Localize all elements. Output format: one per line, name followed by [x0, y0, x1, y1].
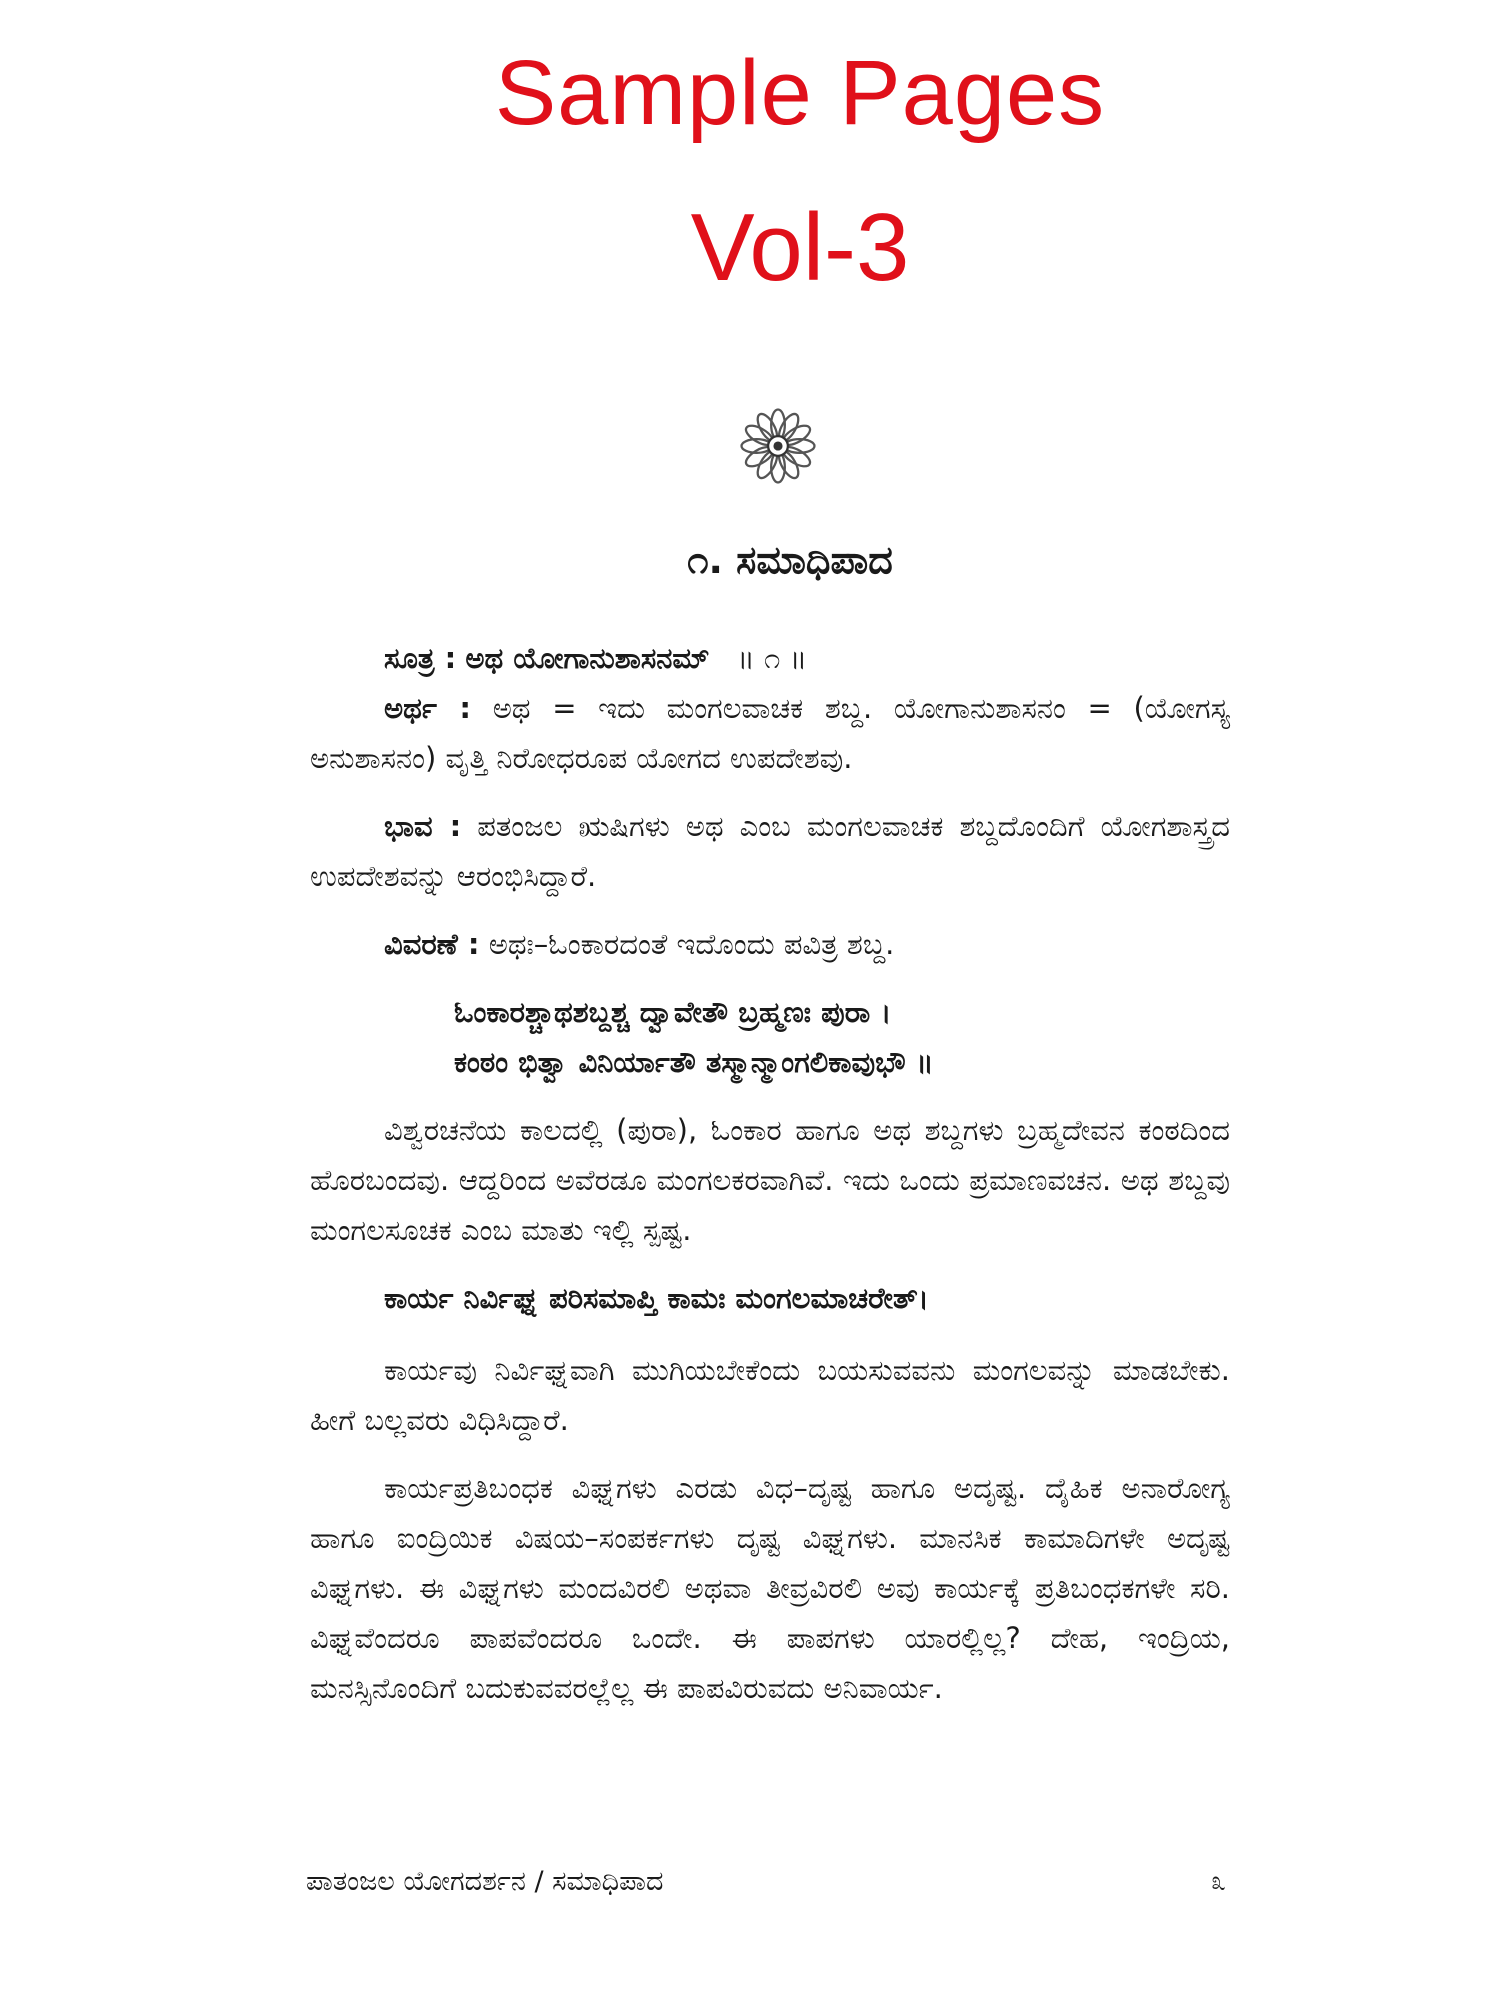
shloka-line: ಕಾರ್ಯ ನಿರ್ವಿಘ್ನ ಪರಿಸಮಾಪ್ತಿ ಕಾಮಃ ಮಂಗಲಮಾಚರೇತ್।	[384, 1281, 929, 1315]
artha-label: ಅರ್ಥ :	[384, 691, 472, 725]
artha-text: ಅಥ = ಇದು ಮಂಗಲವಾಚಕ ಶಬ್ದ. ಯೋಗಾನುಶಾಸನಂ = (ಯೋಗಸ್ಯ ಅನುಶಾಸನಂ) ವೃತ್ತಿ ನಿರೋಧರೂಪ ಯೋಗದ ಉಪದೇಶವು.	[310, 691, 1231, 775]
verse-line-2: ಕಂಠಂ ಭಿತ್ವಾ ವಿನಿರ್ಯಾತೌ ತಸ್ಮಾನ್ಮಾಂಗಲಿಕಾವುಭೌ ॥	[454, 1045, 934, 1079]
sutra-text: ಅಥ ಯೋಗಾನುಶಾಸನಮ್	[465, 641, 710, 675]
bhava-paragraph	[310, 801, 1230, 901]
sutra-line	[310, 633, 1230, 683]
verse-block	[310, 987, 1230, 1087]
verse-line-1: ಓಂಕಾರಶ್ಚಾಥಶಬ್ದಶ್ಚ ದ್ವಾವೇತೌ ಬ್ರಹ್ಮಣಃ ಪುರಾ ।	[454, 995, 892, 1029]
bhava-text: ಪತಂಜಲ ಋಷಿಗಳು ಅಥ ಎಂಬ ಮಂಗಲವಾಚಕ ಶಬ್ದದೊಂದಿಗೆ ಯೋಗಶಾಸ್ತ್ರದ ಉಪದೇಶವನ್ನು ಆರಂಭಿಸಿದ್ದಾರೆ.	[310, 809, 1231, 893]
book-page	[310, 520, 1230, 1731]
running-title: ಪಾತಂಜಲ ಯೋಗದರ್ಶನ / ಸಮಾಧಿಪಾದ	[306, 1866, 664, 1897]
page-footer	[306, 1862, 1226, 1902]
artha-paragraph	[310, 683, 1230, 783]
flower-ornament-icon	[740, 408, 816, 484]
vivarane-paragraph	[310, 919, 1230, 969]
banner-volume: Vol-3	[690, 194, 910, 301]
sutra-label: ಸೂತ್ರ :	[384, 641, 457, 675]
vivarane-label: ವಿವರಣೆ :	[384, 927, 480, 961]
body-paragraph-2: ಕಾರ್ಯವು ನಿರ್ವಿಘ್ನವಾಗಿ ಮುಗಿಯಬೇಕೆಂದು ಬಯಸುವವನು ಮಂಗಲವನ್ನು ಮಾಡಬೇಕು. ಹೀಗೆ ಬಲ್ಲವರು ವಿಧಿಸಿದ್ದಾರೆ.	[310, 1353, 1230, 1437]
sutra-number: ॥ ೧ ॥	[737, 641, 808, 675]
body-paragraph-3: ಕಾರ್ಯಪ್ರತಿಬಂಧಕ ವಿಘ್ನಗಳು ಎರಡು ವಿಧ–ದೃಷ್ಟ ಹಾಗೂ ಅದೃಷ್ಟ. ದೈಹಿಕ ಅನಾರೋಗ್ಯ ಹಾಗೂ ಐಂದ್ರಿಯಿಕ ವಿಷಯ–ಸಂಪರ್ಕಗಳು ದೃಷ್ಟ ವಿಘ್ನಗಳು. ಮಾನಸಿಕ ಕಾಮಾದಿಗಳೇ ಅದೃಷ್ಟ ವಿಘ್ನಗಳು. ಈ ವಿಘ್ನಗಳು ಮಂದವಿರಲಿ ಅಥವಾ ತೀವ್ರವಿರಲಿ ಅವು ಕಾರ್ಯಕ್ಕೆ ಪ್ರತಿಬಂಧಕಗಳೇ ಸರಿ. ವಿಘ್ನವೆಂದರೂ ಪಾಪವೆಂದರೂ ಒಂದೇ. ಈ ಪಾಪಗಳು ಯಾರಲ್ಲಿಲ್ಲ? ದೇಹ, ಇಂದ್ರಿಯ, ಮನಸ್ಸಿನೊಂದಿಗೆ ಬದುಕುವವರಲ್ಲೆಲ್ಲ ಈ ಪಾಪವಿರುವದು ಅನಿವಾರ್ಯ.	[310, 1471, 1230, 1705]
page-number: ೩	[1210, 1866, 1226, 1897]
banner-title: Sample Pages	[494, 42, 1106, 144]
vivarane-text: ಅಥಃ–ಓಂಕಾರದಂತೆ ಇದೊಂದು ಪವಿತ್ರ ಶಬ್ದ.	[488, 927, 895, 961]
body-paragraph-1: ವಿಶ್ವರಚನೆಯ ಕಾಲದಲ್ಲಿ (ಪುರಾ), ಓಂಕಾರ ಹಾಗೂ ಅಥ ಶಬ್ದಗಳು ಬ್ರಹ್ಮದೇವನ ಕಂಠದಿಂದ ಹೊರಬಂದವು. ಆದ್ದರಿಂದ ಅವೆರಡೂ ಮಂಗಲಕರವಾಗಿವೆ. ಇದು ಒಂದು ಪ್ರಮಾಣವಚನ. ಅಥ ಶಬ್ದವು ಮಂಗಲಸೂಚಕ ಎಂಬ ಮಾತು ಇಲ್ಲಿ ಸ್ಪಷ್ಟ.	[310, 1113, 1230, 1247]
chapter-title: ೧. ಸಮಾಧಿಪಾದ	[687, 538, 893, 582]
bhava-label: ಭಾವ :	[384, 809, 462, 843]
